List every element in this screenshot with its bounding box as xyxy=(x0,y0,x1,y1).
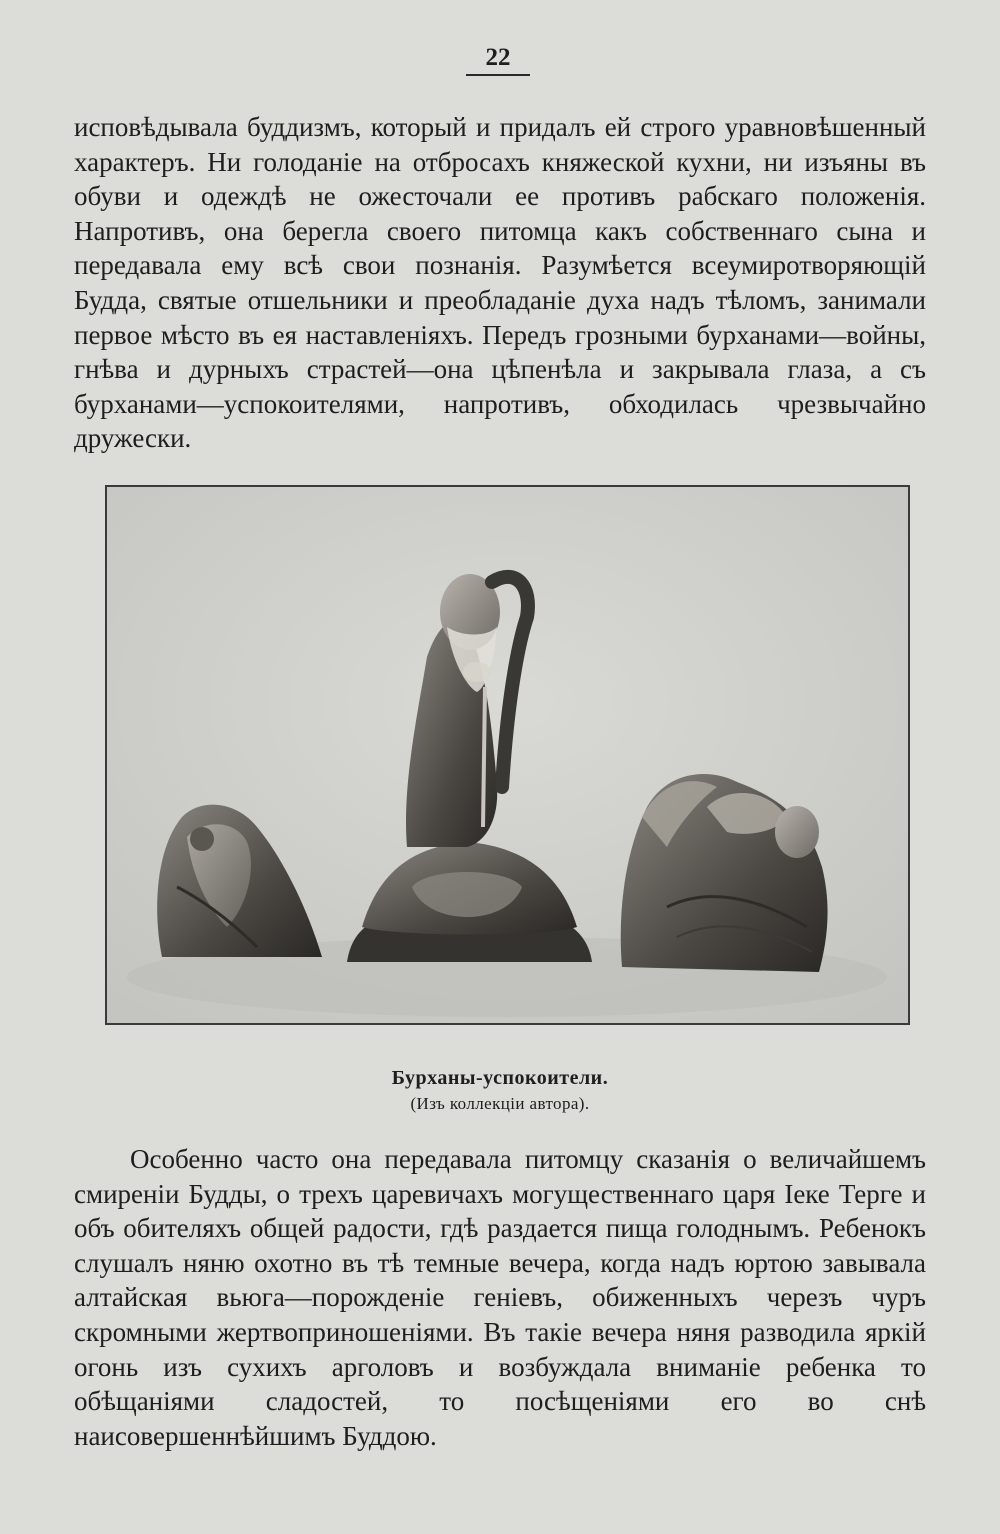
paragraph-1: исповѣдывала буддизмъ, который и придалъ ей строго уравновѣшенный характеръ. Ни голоданіе на отбросахъ княжеской кухни, ни изъяны въ обуви и одеждѣ не ожесточали ее противъ рабскаго положенія. Напротивъ, она берегла своего питомца какъ собственнаго сына и передавала ему всѣ свои познанія. Разумѣется всеумиротворяющій Будда, святые отшельники и преобладаніе духа надъ тѣломъ, занимали первое мѣсто въ ея наставленіяхъ. Передъ грозными бурханами—войны, гнѣва и дурныхъ страстей—она цѣпенѣла и закрывала глаза, а съ бурханами—успокоителями, напротивъ, обходилась чрезвычайно дружески. xyxy=(74,112,926,454)
figure-caption-subtitle: (Изъ коллекціи автора). xyxy=(410,1094,590,1113)
page-number: 22 xyxy=(466,44,530,76)
paragraph-2: Особенно часто она передавала питомцу сказанія о величайшемъ смиреніи Будды, о трехъ царевичахъ могущественнаго царя Іеке Терге и объ обителяхъ общей радости, гдѣ раздается пища голоднымъ. Ребенокъ слушалъ няню охотно въ тѣ темные вечера, когда надъ юртою завывала алтайская вьюга—порожденіе геніевъ, обиженныхъ черезъ чуръ скромными жертвоприношеніями. Въ такіе вечера няня разводила яркій огонь изъ сухихъ арголовъ и возбуждала вниманіе ребенка то обѣщаніями сладостей, то посѣщеніями его во снѣ наисовершеннѣйшимъ Буддою. xyxy=(74,1144,926,1451)
figure-caption-title: Бурханы-успокоители. xyxy=(391,1067,609,1089)
figure-photo xyxy=(105,485,910,1025)
figure-illustration xyxy=(107,487,908,1023)
